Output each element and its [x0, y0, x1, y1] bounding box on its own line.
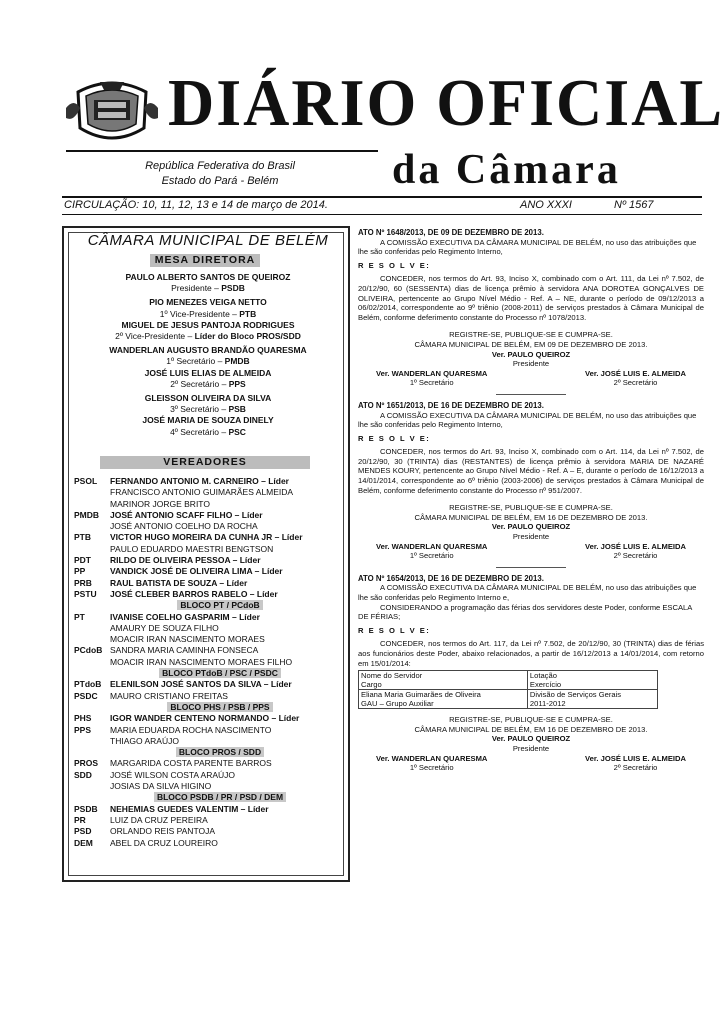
- bloco-header: [74, 600, 346, 611]
- act-2-place: CÂMARA MUNICIPAL DE BELÉM, EM 16 DE DEZEMBRO DE 2013.: [414, 512, 648, 522]
- mesa-member-role: [70, 283, 346, 294]
- bloco-label: BLOCO PSDB / PR / PSD / DEM: [154, 792, 286, 802]
- act-1-secretary-2-name: Ver. JOSÉ LUIS E. ALMEIDA: [585, 368, 686, 378]
- party-code: PDT: [74, 555, 91, 566]
- party-code: DEM: [74, 837, 93, 848]
- act-2-secretary-1-role: 1º Secretário: [409, 551, 454, 561]
- party-code: PSOL: [74, 476, 98, 486]
- list-item: [74, 804, 346, 815]
- cell-period: 2011-2012: [529, 699, 566, 709]
- council-name: CÂMARA MUNICIPAL DE BELÉM: [87, 232, 329, 249]
- act-1-secretaries: [358, 369, 704, 388]
- act-3-secretaries: [358, 754, 704, 773]
- party-code: PCdoB: [74, 645, 103, 656]
- mesa-member-role: [70, 331, 346, 342]
- act-1-body: CONCEDER, nos termos do Art. 93, Inciso X, combinado com o Art. 111, da Lei nº 7.502, de 20/12/90, 60 (SESSENTA) dias de licença prêmio à servidora ANA DOROTEA GONÇALVES DE OLIVEIRA, pertencente ao Grupo Nível Médio - Ref. A – NE, durante o período de 09/12/2013 a 06/02/2014, correspondente ao 9º triênio (2008-2011) de serviços prestados à Câmara Municipal de Belém, conforme deferimento constante do Processo nº 1078/2013.: [358, 274, 704, 322]
- list-item: [74, 691, 346, 702]
- councillor-name: JOSÉ CLEBER BARROS RABELO – Líder: [110, 588, 278, 599]
- list-item: [74, 476, 346, 487]
- act-1-president-name: Ver. PAULO QUEIROZ: [491, 349, 571, 359]
- mesa-role-label: Presidente –: [171, 283, 222, 294]
- bloco-header: [74, 792, 346, 803]
- mesa-party: PSDB: [221, 283, 245, 294]
- list-item: [74, 758, 346, 769]
- mesa-role-label: 2º Secretário –: [170, 378, 229, 389]
- party-code: [74, 623, 110, 634]
- councillor-name: RAUL BATISTA DE SOUZA – Líder: [110, 577, 248, 588]
- edition-year: ANO XXXI: [520, 199, 572, 211]
- mesa-member-role: [70, 427, 346, 438]
- list-item: [74, 645, 346, 656]
- mesa-party: PMDB: [224, 356, 250, 367]
- act-1-secretary-2-role: 2º Secretário: [613, 378, 658, 388]
- list-item: [74, 713, 346, 724]
- act-3-resolve: R E S O L V E:: [358, 625, 431, 635]
- table-cell: [359, 690, 528, 709]
- list-item: [74, 826, 346, 837]
- mesa-party: PSB: [228, 404, 246, 415]
- councillor-name: IGOR WANDER CENTENO NORMANDO – Líder: [110, 713, 300, 724]
- act-2-president-role: Presidente: [512, 532, 550, 542]
- act-3-secretary-1-role: 1º Secretário: [409, 763, 454, 773]
- list-item: [74, 838, 346, 849]
- table-row: [359, 690, 658, 709]
- mesa-party: PTB: [239, 308, 257, 319]
- party-code: PR: [74, 814, 86, 825]
- mesa-diretora-header: MESA DIRETORA: [150, 254, 260, 267]
- party-code: PSDB: [74, 803, 98, 814]
- list-item: [74, 612, 346, 623]
- act-2-president-name: Ver. PAULO QUEIROZ: [491, 522, 571, 532]
- mesa-member-role: [70, 356, 346, 367]
- cell-name: Eliana Maria Guimarães de Oliveira: [361, 690, 481, 700]
- header-name: Nome do Servidor: [361, 671, 423, 681]
- act-3-secretary-2-role: 2º Secretário: [613, 763, 658, 773]
- edition-number: Nº 1567: [614, 199, 654, 211]
- act-2-publish: REGISTRE-SE, PUBLIQUE-SE E CUMPRA-SE.: [449, 503, 613, 513]
- mesa-role-label: 1º Vice-Presidente –: [159, 308, 240, 319]
- party-code: PHS: [74, 713, 92, 724]
- councillor-name: FRANCISCO ANTONIO GUIMARÃES ALMEIDA: [110, 487, 294, 498]
- list-item: [74, 770, 346, 781]
- mesa-party: PSC: [228, 426, 246, 437]
- list-item: [74, 555, 346, 566]
- councillor-name: JOSÉ ANTONIO SCAFF FILHO – Líder: [110, 509, 263, 520]
- list-item: [74, 623, 346, 634]
- mesa-member-name: JOSÉ LUIS ELIAS DE ALMEIDA: [144, 367, 272, 378]
- mesa-member-role: [70, 309, 346, 320]
- mesa-party: Líder do Bloco PROS/SDD: [194, 331, 301, 342]
- mesa-member-name: PAULO ALBERTO SANTOS DE QUEIROZ: [125, 272, 291, 282]
- party-code: SDD: [74, 769, 92, 780]
- bloco-header: [74, 668, 346, 679]
- list-item: [74, 781, 346, 792]
- mesa-member-name: MIGUEL DE JESUS PANTOJA RODRIGUES: [121, 319, 295, 330]
- act-3-president-role: Presidente: [512, 743, 550, 753]
- circulation-rule-top: [62, 196, 702, 198]
- list-item: [74, 679, 346, 690]
- act-1-resolve: R E S O L V E:: [358, 260, 431, 270]
- list-item: [74, 725, 346, 736]
- bloco-label: BLOCO PT / PCdoB: [177, 600, 262, 610]
- mesa-party: PPS: [228, 378, 246, 389]
- act-2-secretary-1-name: Ver. WANDERLAN QUARESMA: [376, 541, 488, 551]
- list-item: [74, 578, 346, 589]
- list-item: [74, 815, 346, 826]
- act-3-body: CONCEDER, nos termos do Art. 117, da Lei nº 7.502, de 20/12/90, 30 (TRINTA) dias de férias aos funcionários deste Poder, abaixo relacionados, a partir de 16/12/2013 a 14/01/2014, com retorno em 15/01/2014:: [358, 639, 704, 668]
- list-item: [74, 521, 346, 532]
- act-3-place: CÂMARA MUNICIPAL DE BELÉM, EM 16 DE DEZEMBRO DE 2013.: [414, 724, 648, 734]
- councillor-name: JOSÉ WILSON COSTA ARAÚJO: [110, 769, 236, 780]
- act-1-header: ATO Nº 1648/2013, DE 09 DE DEZEMBRO DE 2013.: [358, 228, 544, 237]
- party-code: PSTU: [74, 588, 97, 599]
- act-2-intro: A COMISSÃO EXECUTIVA DA CÂMARA MUNICIPAL DE BELÉM, no uso das atribuições que lhe são conferidas pelo Regimento Interno,: [358, 410, 697, 430]
- councillor-name: MARIA EDUARDA ROCHA NASCIMENTO: [110, 724, 272, 735]
- cell-role: GAU – Grupo Auxiliar: [361, 699, 434, 709]
- councillor-name: NEHEMIAS GUEDES VALENTIM – Líder: [110, 803, 269, 814]
- act-2-secretary-2-role: 2º Secretário: [613, 551, 658, 561]
- table-row: [359, 671, 658, 690]
- header-period: Exercício: [529, 680, 562, 690]
- act-2-header: ATO Nº 1651/2013, DE 16 DE DEZEMBRO DE 2013.: [358, 400, 544, 410]
- bloco-label: BLOCO PTdoB / PSC / PSDC: [159, 668, 281, 678]
- cell-department: Divisão de Serviços Gerais: [529, 690, 622, 700]
- table-header-cell: [359, 671, 528, 690]
- mesa-member-role: [70, 379, 346, 390]
- party-code: PMDB: [74, 509, 100, 520]
- party-code: [74, 781, 110, 792]
- councillor-name: JOSIAS DA SILVA HIGINO: [110, 781, 212, 792]
- mesa-member-name: JOSÉ MARIA DE SOUZA DINELY: [142, 415, 274, 426]
- act-3-header: ATO Nº 1654/2013, DE 16 DE DEZEMBRO DE 2013.: [358, 573, 544, 583]
- list-item: [74, 736, 346, 747]
- mesa-member-role: [70, 404, 346, 415]
- party-code: [74, 736, 110, 747]
- masthead-subtitle: da Câmara: [392, 147, 621, 193]
- mesa-role-label: 2º Vice-Presidente –: [115, 331, 195, 342]
- party-code: PP: [74, 566, 86, 577]
- party-code: PSD: [74, 826, 92, 837]
- party-code: [74, 499, 110, 510]
- act-2-secretary-2-name: Ver. JOSÉ LUIS E. ALMEIDA: [585, 541, 686, 551]
- councillor-name: MOACIR IRAN NASCIMENTO MORAES: [110, 634, 265, 645]
- party-code: [74, 657, 110, 668]
- mesa-role-label: 3º Secretário –: [170, 404, 229, 415]
- list-item: [74, 510, 346, 521]
- act-3-consider: CONSIDERANDO a programação das férias dos servidores deste Poder, conforme ESCALA DE FÉRIAS;: [358, 602, 692, 622]
- party-code: PRB: [74, 577, 92, 588]
- bloco-header: [74, 702, 346, 713]
- councillor-name: JOSÉ ANTONIO COELHO DA ROCHA: [110, 521, 258, 532]
- header-department: Lotação: [529, 671, 557, 681]
- party-code: [74, 521, 110, 532]
- councillor-name: IVANISE COELHO GASPARIM – Líder: [110, 611, 260, 622]
- act-1-secretary-1-name: Ver. WANDERLAN QUARESMA: [376, 368, 488, 378]
- act-3-president-name: Ver. PAULO QUEIROZ: [491, 734, 571, 744]
- councillor-name: ABEL DA CRUZ LOUREIRO: [110, 837, 218, 848]
- table-cell: [527, 690, 657, 709]
- list-item: [74, 499, 346, 510]
- act-2-resolve: R E S O L V E:: [358, 433, 431, 443]
- circulation-dates: CIRCULAÇÃO: 10, 11, 12, 13 e 14 de março de 2014.: [64, 199, 328, 211]
- republic-line-2: Estado do Pará - Belém: [161, 175, 279, 187]
- act-3-secretary-1-name: Ver. WANDERLAN QUARESMA: [376, 753, 488, 763]
- mesa-member-name: WANDERLAN AUGUSTO BRANDÃO QUARESMA: [109, 345, 307, 356]
- list-item: [74, 566, 346, 577]
- vereadores-list: [74, 476, 346, 849]
- councillor-name: MOACIR IRAN NASCIMENTO MORAES FILHO: [110, 656, 293, 667]
- party-code: PTdoB: [74, 679, 102, 690]
- party-code: PROS: [74, 758, 99, 769]
- act-1-place: CÂMARA MUNICIPAL DE BELÉM, EM 09 DE DEZEMBRO DE 2013.: [414, 339, 648, 349]
- party-code: PPS: [74, 724, 92, 735]
- councillor-name: ORLANDO REIS PANTOJA: [110, 826, 216, 837]
- bloco-label: BLOCO PROS / SDD: [176, 747, 264, 757]
- republic-line-1: República Federativa do Brasil: [145, 160, 295, 172]
- vacation-table: [358, 670, 658, 709]
- act-3-publish: REGISTRE-SE, PUBLIQUE-SE E CUMPRA-SE.: [449, 715, 613, 725]
- masthead-title: DIÁRIO OFICIAL: [168, 65, 724, 140]
- list-item: [74, 544, 346, 555]
- councillor-name: FERNANDO ANTONIO M. CARNEIRO – Líder: [110, 476, 289, 486]
- list-item: [74, 589, 346, 600]
- republic-text: [100, 159, 340, 189]
- list-item: [74, 532, 346, 543]
- mesa-diretora-list: [70, 272, 346, 438]
- list-item: [74, 487, 346, 498]
- act-1-publish: REGISTRE-SE, PUBLIQUE-SE E CUMPRA-SE.: [449, 330, 613, 340]
- act-2-secretaries: [358, 542, 704, 561]
- act-1-president-role: Presidente: [512, 359, 550, 369]
- councillor-name: LUIZ DA CRUZ PEREIRA: [110, 814, 208, 825]
- list-item: [74, 657, 346, 668]
- councillor-name: ELENILSON JOSÉ SANTOS DA SILVA – Líder: [110, 679, 292, 690]
- masthead-rule: [66, 150, 378, 152]
- party-code: [74, 487, 110, 498]
- councillor-name: RILDO DE OLIVEIRA PESSOA – Líder: [110, 555, 261, 566]
- councillor-name: MARINOR JORGE BRITO: [110, 498, 210, 509]
- party-code: PTB: [74, 532, 91, 543]
- councillor-name: SANDRA MARIA CAMINHA FONSECA: [110, 645, 259, 656]
- act-separator: [496, 394, 566, 395]
- mesa-role-label: 1º Secretário –: [166, 356, 225, 367]
- councillor-name: THIAGO ARAÚJO: [110, 735, 179, 746]
- councillor-name: AMAURY DE SOUZA FILHO: [110, 622, 219, 633]
- councillor-name: PAULO EDUARDO MAESTRI BENGTSON: [110, 543, 274, 554]
- act-3-secretary-2-name: Ver. JOSÉ LUIS E. ALMEIDA: [585, 753, 686, 763]
- act-separator: [496, 567, 566, 568]
- councillor-name: MARGARIDA COSTA PARENTE BARROS: [110, 758, 272, 769]
- party-code: PSDC: [74, 690, 98, 701]
- bloco-header: [74, 747, 346, 758]
- party-code: [74, 634, 110, 645]
- circulation-rule-bottom: [62, 214, 702, 215]
- list-item: [74, 634, 346, 645]
- act-1-intro: A COMISSÃO EXECUTIVA DA CÂMARA MUNICIPAL DE BELÉM, no uso das atribuições que lhe são conferidas pelo Regimento Interno,: [358, 237, 697, 257]
- act-2-body: CONCEDER, nos termos do Art. 93, Inciso X, combinado com o Art. 114, da Lei nº 7.502, de 20/12/90, 30 (TRINTA) dias (RESTANTES) de licença prêmio à servidora MARIA DE NAZARÉ MENDES KOURY, pertencente ao Grupo Nível Médio - Ref. A – E, durante o período de 16/12/2013 a 14/01/2014, correspondente ao 6º triênio (2003-2006) de serviços prestados à Câmara Municipal de Belém, conforme deferimento constante do Processo nº 951/2007.: [358, 447, 704, 495]
- mesa-member-name: GLEISSON OLIVEIRA DA SILVA: [144, 393, 272, 404]
- coat-of-arms-logo: [64, 78, 160, 142]
- mesa-role-label: 4º Secretário –: [170, 426, 229, 437]
- councillor-name: VANDICK JOSÉ DE OLIVEIRA LIMA – Líder: [110, 566, 283, 577]
- councillor-name: MAURO CRISTIANO FREITAS: [110, 690, 228, 701]
- councillor-name: VICTOR HUGO MOREIRA DA CUNHA JR – Líder: [110, 532, 303, 543]
- table-header-cell: [527, 671, 657, 690]
- acts-column: [358, 228, 704, 773]
- mesa-member-name: PIO MENEZES VEIGA NETTO: [149, 297, 267, 308]
- header-role: Cargo: [361, 680, 382, 690]
- act-3-intro: A COMISSÃO EXECUTIVA DA CÂMARA MUNICIPAL DE BELÉM, no uso das atribuições que lhe são conferidas pelo Regimento Interno e,: [358, 583, 697, 602]
- act-1-secretary-1-role: 1º Secretário: [409, 378, 454, 388]
- bloco-label: BLOCO PHS / PSB / PPS: [167, 702, 272, 712]
- party-code: [74, 544, 110, 555]
- vereadores-header: VEREADORES: [100, 456, 310, 469]
- party-code: PT: [74, 611, 85, 622]
